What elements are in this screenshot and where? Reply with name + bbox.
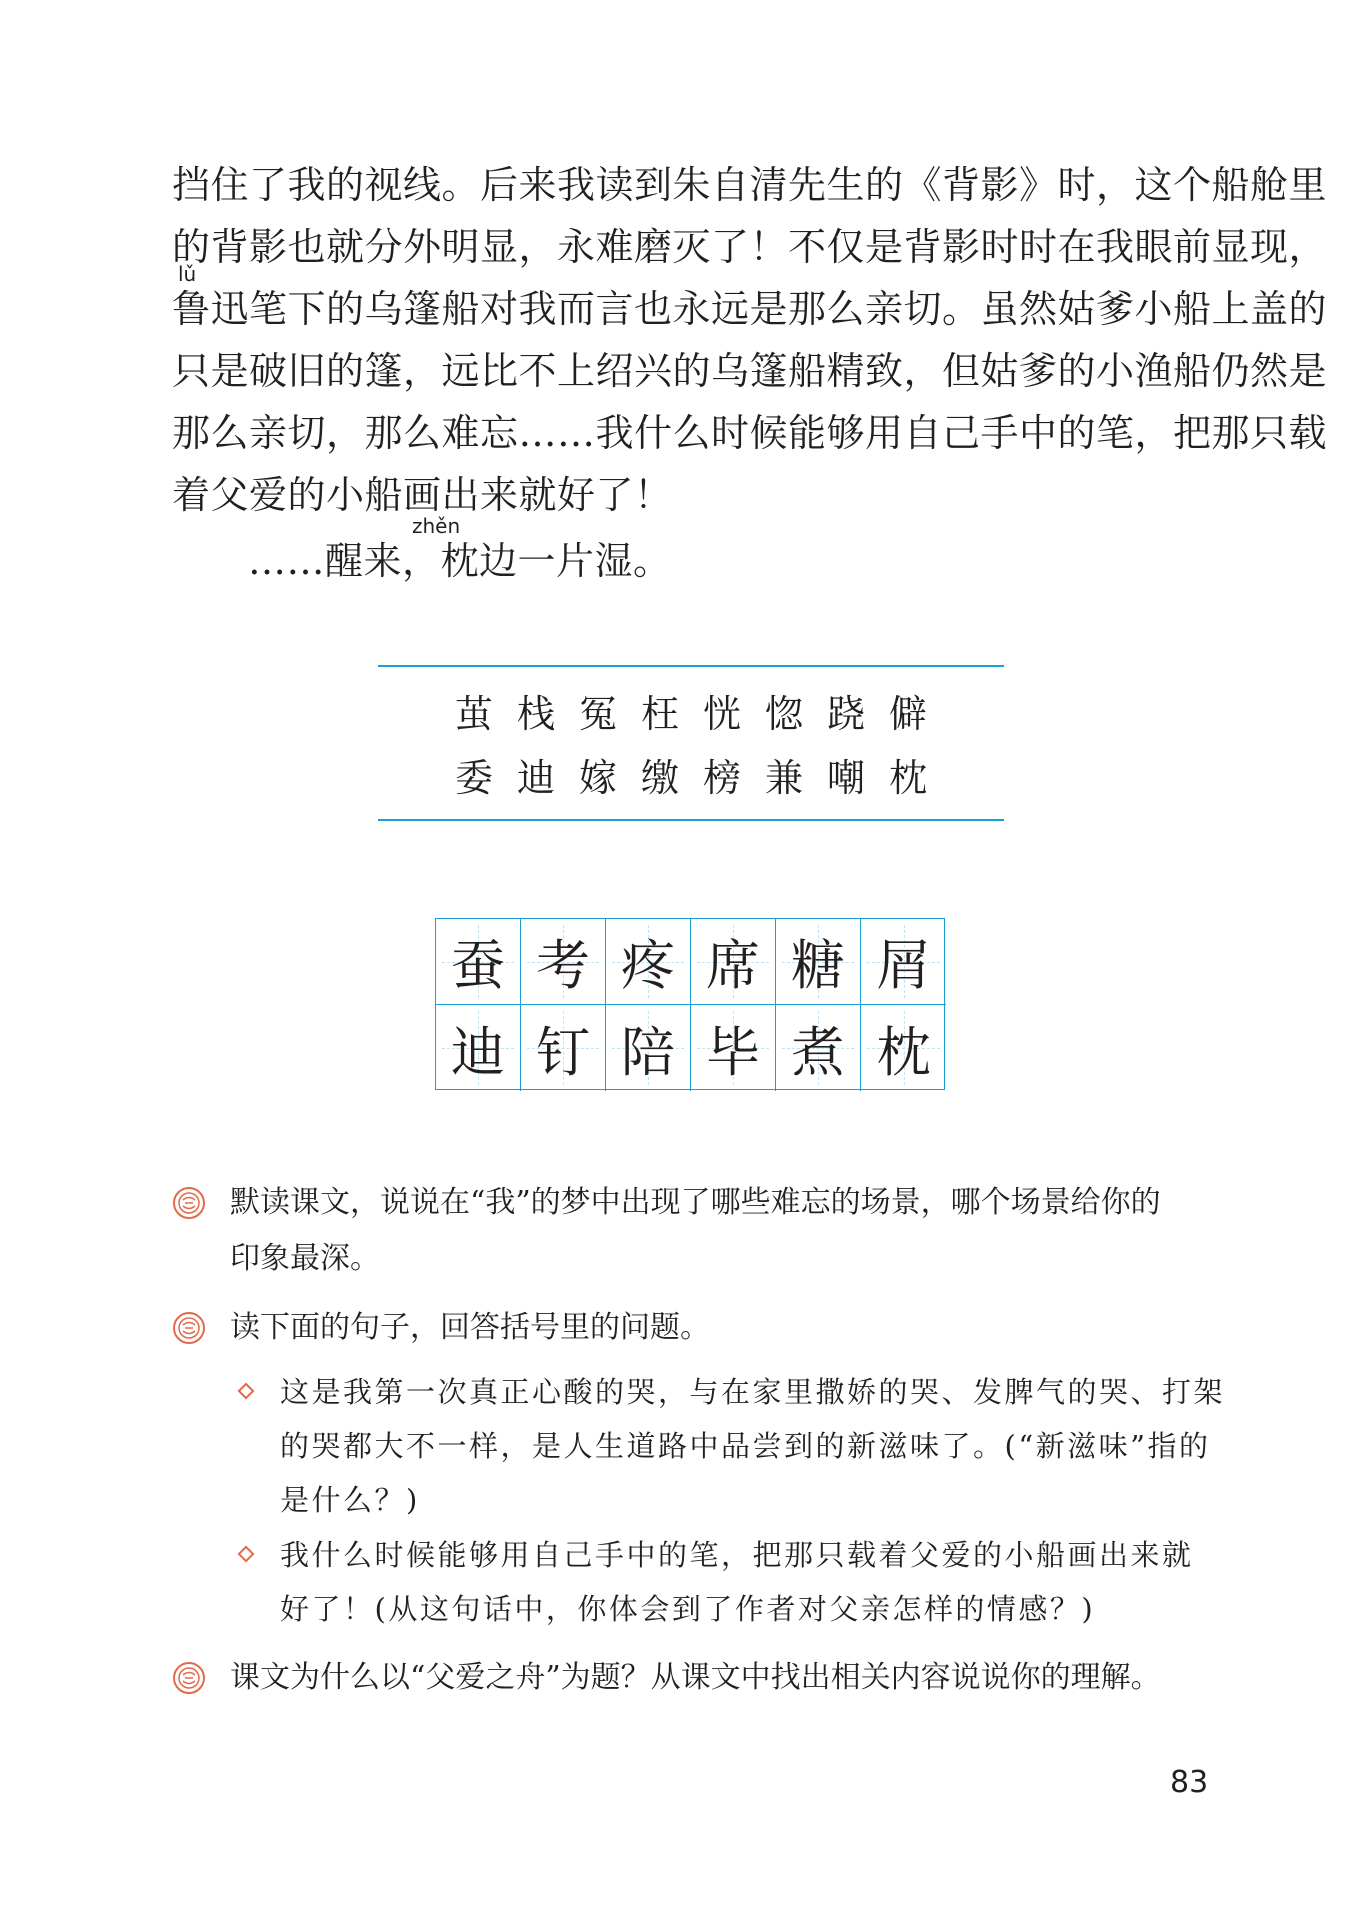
diamond-bullet-icon [238,1546,255,1563]
grid-cell [861,1005,946,1091]
passage-line: ……醒来，枕边一片湿。 [248,539,672,583]
sentence-text: 的哭都大不一样，是人生道路中品尝到的新滋味了。(“新滋味”指的 [280,1429,1211,1463]
sentence-text: 这是我第一次真正心酸的哭，与在家里撒娇的哭、发脾气的哭、打架 [280,1375,1226,1409]
grid-cell [521,1005,606,1091]
seal-icon [172,1661,206,1695]
sentence-text: 好了！(从这句话中，你体会到了作者对父亲怎样的情感？) [280,1592,1096,1626]
grid-cell [606,919,691,1005]
diamond-bullet-icon [238,1383,255,1400]
grid-char: 毕 [706,1020,760,1084]
recognize-words-row: 委迪嫁缴榜兼嘲枕 [454,756,951,800]
grid-char: 屑 [876,934,931,997]
pinyin-lu: lǔ [178,262,197,286]
sentence-text: 是什么？) [280,1483,420,1517]
passage-line: 挡住了我的视线。后来我读到朱自清先生的《背影》时，这个船舱里 [172,163,1328,207]
grid-char: 钉 [536,1020,590,1084]
grid-char: 疼 [621,934,675,997]
grid-cell [436,1005,521,1091]
question-text: 默读课文，说说在“我”的梦中出现了哪些难忘的场景，哪个场景给你的 [230,1185,1161,1220]
grid-char: 糖 [791,934,845,997]
write-characters-grid [435,918,945,1090]
grid-cell [691,919,776,1005]
grid-cell [436,919,521,1005]
grid-cell [776,1005,861,1091]
question-text: 印象最深。 [230,1241,380,1276]
page-number: 83 [1170,1765,1209,1800]
grid-char: 蚕 [451,934,505,997]
passage-line: 鲁迅笔下的乌篷船对我而言也永远是那么亲切。虽然姑爹小船上盖的 [172,287,1328,331]
grid-char: 煮 [791,1020,845,1084]
passage-line: 着父爱的小船画出来就好了！ [172,473,673,517]
grid-char: 席 [706,934,760,997]
pinyin-zhen: zhěn [412,514,461,538]
grid-cell [606,1005,691,1091]
seal-icon [172,1311,206,1345]
grid-char: 迪 [451,1020,505,1084]
grid-cell [776,919,861,1005]
grid-char: 陪 [621,1020,675,1084]
sentence-text: 我什么时候能够用自己手中的笔，把那只载着父爱的小船画出来就 [280,1538,1194,1572]
question-text: 课文为什么以“父爱之舟”为题？从课文中找出相关内容说说你的理解。 [230,1660,1161,1695]
passage-line: 的背影也就分外明显，永难磨灭了！不仅是背影时时在我眼前显现， [172,225,1328,269]
grid-char: 枕 [876,1020,931,1084]
grid-char: 考 [536,934,590,997]
seal-icon [172,1186,206,1220]
grid-cell [521,919,606,1005]
recognize-words-box [378,665,1004,821]
passage-line: 那么亲切，那么难忘……我什么时候能够用自己手中的笔，把那只载 [172,411,1328,455]
recognize-words-row: 茧栈冤枉恍惚跷僻 [454,692,951,736]
question-text: 读下面的句子，回答括号里的问题。 [230,1310,710,1345]
passage-line: 只是破旧的篷，远比不上绍兴的乌篷船精致，但姑爹的小渔船仍然是 [172,349,1328,393]
grid-cell [861,919,946,1005]
grid-cell [691,1005,776,1091]
